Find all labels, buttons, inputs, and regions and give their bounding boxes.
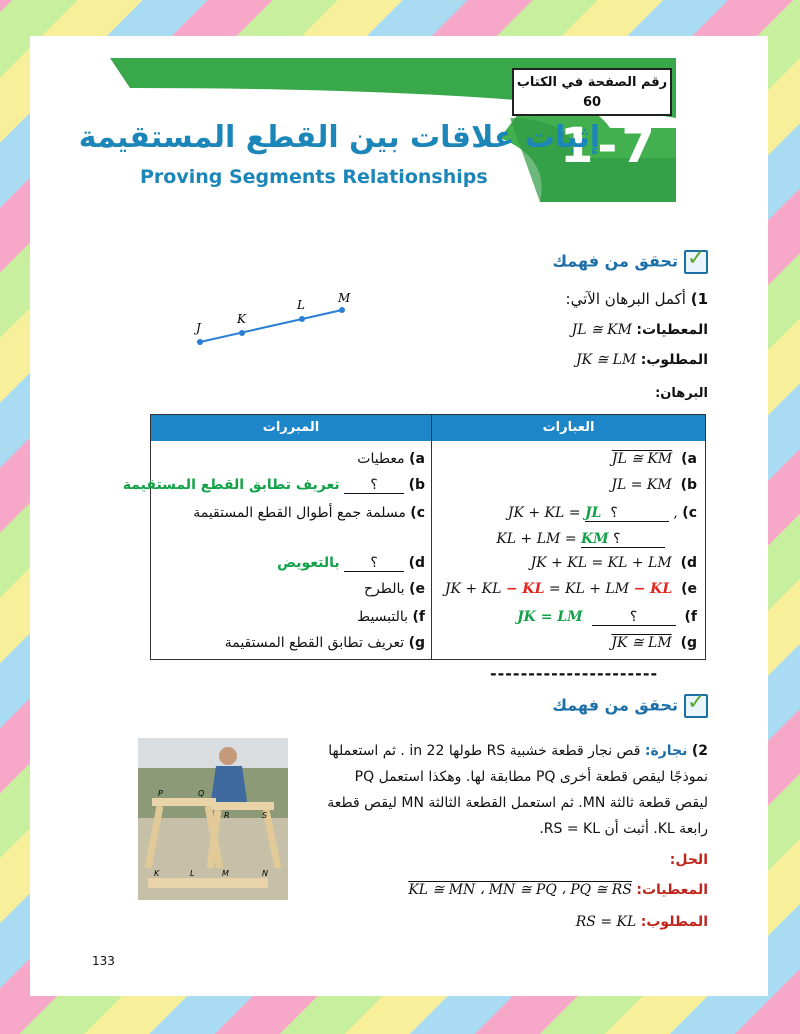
statement-c2: KL + LM = KM ؟ <box>496 531 665 548</box>
reason-c: c) مسلمة جمع أطوال القطع المستقيمة <box>193 505 425 521</box>
carpenter-photo <box>138 738 288 900</box>
book-page-label: رقم الصفحة في الكتاب <box>516 75 668 90</box>
lesson-title-arabic: إثبات علاقات بين القطع المستقيمة <box>78 120 600 155</box>
statement-g: JK ≅ LM (g <box>611 635 697 651</box>
segment-diagram <box>190 290 360 350</box>
reason-b: b) ؟ تعريف تطابق القطع المستقيمة <box>122 477 425 493</box>
proof-label: البرهان: <box>655 386 708 401</box>
photo-label: Q <box>198 789 205 798</box>
photo-label: K <box>154 869 160 878</box>
prove-1: المطلوب: JK ≅ LM <box>575 352 708 368</box>
lesson-title-english: Proving Segments Relationships <box>140 166 488 188</box>
point-label: K <box>237 312 246 326</box>
photo-label: L <box>190 869 195 878</box>
point-label: J <box>196 321 201 335</box>
statement-c1: JK + KL = JL ؟ , (c <box>507 505 697 521</box>
checkmark-icon <box>684 694 708 718</box>
check-understanding-heading-2: ✓تحقق من فهمك <box>552 694 708 718</box>
reason-a: a) معطيات <box>357 451 425 467</box>
checkmark-icon <box>684 250 708 274</box>
given-2: المعطيات: KL ≅ MN ، MN ≅ PQ ، PQ ≅ RS <box>408 882 708 898</box>
reason-d: d) ؟ بالتعويض <box>277 555 425 571</box>
divider-dashes: ---------------------- <box>490 664 659 683</box>
point-label: M <box>338 291 351 305</box>
photo-label: N <box>262 869 268 878</box>
photo-label: M <box>222 869 229 878</box>
book-page-box <box>512 68 672 116</box>
given-1: المعطيات: JL ≅ KM <box>571 322 708 338</box>
photo-label: R <box>224 811 230 820</box>
header-statements: العبارات <box>432 415 705 441</box>
book-page-number: 60 <box>582 95 602 110</box>
problem-1: 1) أكمل البرهان الآتي: <box>565 290 708 308</box>
lesson-number: 1-7 <box>560 118 659 174</box>
page-number: 133 <box>92 954 115 968</box>
statement-e: JK + KL − KL = KL + LM − KL (e <box>444 581 697 597</box>
solution-label: الحل: <box>669 852 708 868</box>
check-understanding-heading-1: ✓تحقق من فهمك <box>552 250 708 274</box>
reason-f: f) بالتبسيط <box>357 609 425 625</box>
statement-b: JL = KM (b <box>611 477 697 493</box>
header-reasons: المبررات <box>151 415 431 441</box>
problem-2: 2) نجارة: قص نجار قطعة خشبية RS طولها 22 in . ثم استعملها نموذجًا ليقص قطعة أخرى PQ مطابقة لها. وهكذا استعمل PQ ليقص قطعة ثالثة MN. ثم استعمل القطعة الثالثة MN ليقص قطعة رابعة KL. أثبت أن RS = KL. <box>327 743 708 837</box>
statement-d: JK + KL = KL + LM (d <box>530 555 697 571</box>
photo-label: S <box>262 811 268 820</box>
photo-label: P <box>158 789 163 798</box>
proof-table <box>122 414 706 660</box>
prove-2: المطلوب: RS = KL <box>575 914 708 930</box>
statement-a: JL ≅ KM (a <box>611 451 697 467</box>
statement-f: JK = LM ؟ (f <box>517 609 697 625</box>
reason-e: e) بالطرح <box>363 581 425 597</box>
point-label: L <box>297 298 305 312</box>
reason-g: g) تعريف تطابق القطع المستقيمة <box>224 635 425 651</box>
